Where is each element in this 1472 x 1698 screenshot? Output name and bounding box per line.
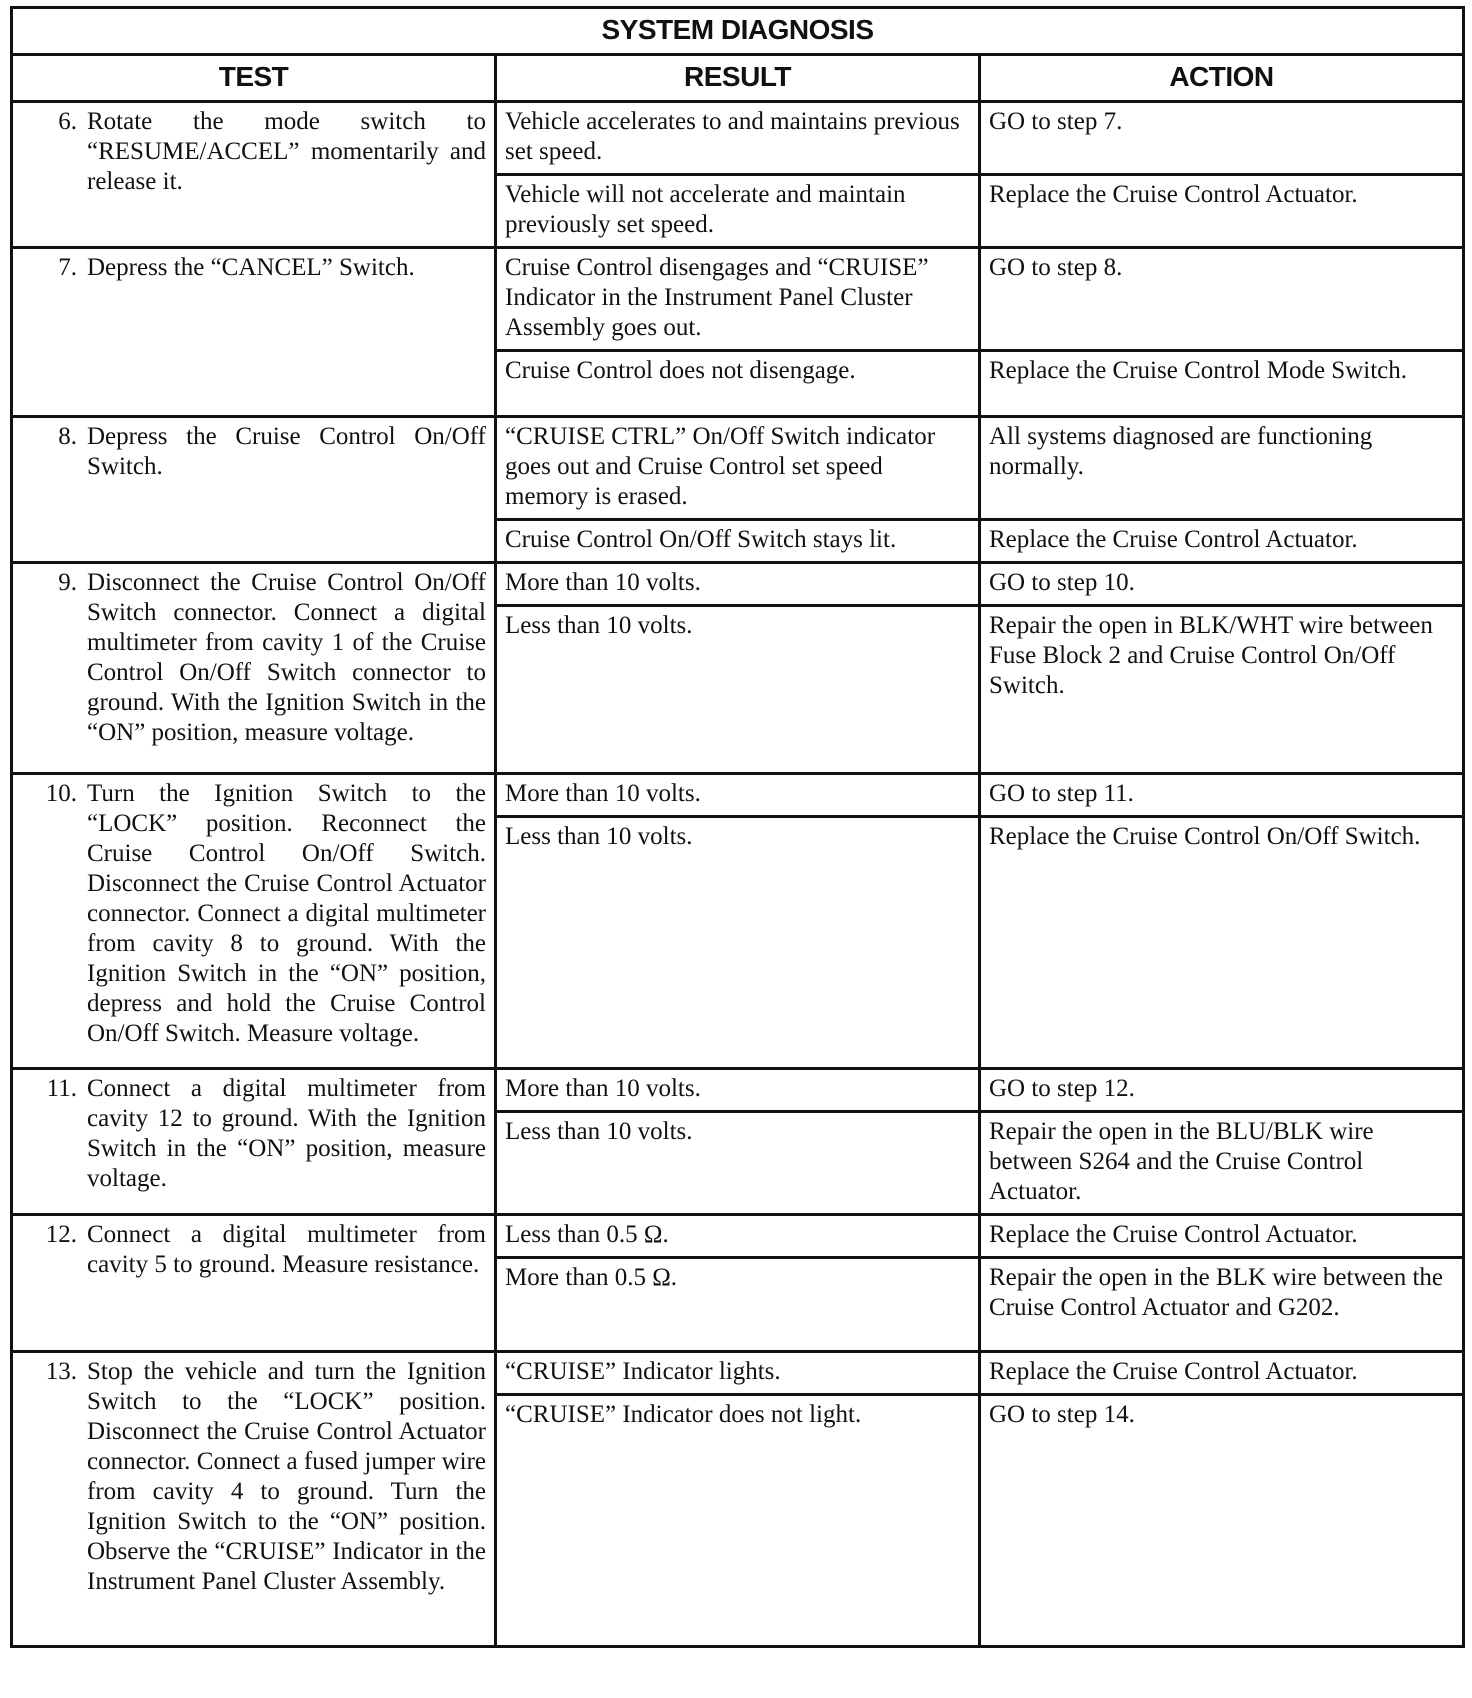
result-cell: Vehicle accelerates to and maintains previous set speed. — [496, 102, 980, 175]
action-cell: Replace the Cruise Control Actuator. — [980, 175, 1464, 248]
document-page — [10, 6, 1462, 1648]
test-cell — [12, 102, 496, 248]
table-row — [12, 102, 1464, 175]
action-cell: GO to step 11. — [980, 774, 1464, 817]
result-cell: Cruise Control disengages and “CRUISE” Indicator in the Instrument Panel Cluster Assembly goes out. — [496, 248, 980, 351]
test-cell — [12, 1069, 496, 1215]
result-cell: More than 10 volts. — [496, 774, 980, 817]
table-row — [12, 248, 1464, 351]
action-cell: Repair the open in BLK/WHT wire between Fuse Block 2 and Cruise Control On/Off Switch. — [980, 606, 1464, 774]
action-cell: All systems diagnosed are functioning normally. — [980, 417, 1464, 520]
result-cell: More than 10 volts. — [496, 1069, 980, 1112]
step-number: 13. — [45, 1358, 77, 1385]
step-number: 10. — [45, 780, 77, 807]
result-cell: Cruise Control does not disengage. — [496, 351, 980, 417]
action-cell: GO to step 8. — [980, 248, 1464, 351]
action-cell: Replace the Cruise Control Actuator. — [980, 1215, 1464, 1258]
step-number: 8. — [58, 423, 77, 450]
test-cell — [12, 1215, 496, 1352]
result-cell: Less than 0.5 Ω. — [496, 1215, 980, 1258]
result-cell: More than 0.5 Ω. — [496, 1258, 980, 1352]
column-header-result: RESULT — [496, 55, 980, 102]
table-row — [12, 563, 1464, 606]
test-cell — [12, 774, 496, 1069]
table-row — [12, 1215, 1464, 1258]
action-cell: GO to step 12. — [980, 1069, 1464, 1112]
test-cell — [12, 417, 496, 563]
table-row — [12, 1352, 1464, 1395]
table-row — [12, 774, 1464, 817]
test-text: Depress the Cruise Control On/Off Switch. — [87, 423, 486, 480]
result-cell: Vehicle will not accelerate and maintain previously set speed. — [496, 175, 980, 248]
action-cell: Repair the open in the BLK wire between the Cruise Control Actuator and G202. — [980, 1258, 1464, 1352]
test-cell — [12, 248, 496, 417]
step-number: 9. — [58, 569, 77, 596]
action-cell: Replace the Cruise Control Actuator. — [980, 1352, 1464, 1395]
test-text: Stop the vehicle and turn the Ignition Switch to the “LOCK” position. Disconnect the Cruise Control Actuator connector. Connect a fused jumper wire from cavity 4 to ground. Turn the Ignition Switch to the “ON” position. Observe the “CRUISE” Indicator in the Instrument Panel Cluster Assembly. — [87, 1358, 486, 1595]
table-row — [12, 417, 1464, 520]
result-cell: “CRUISE” Indicator does not light. — [496, 1395, 980, 1647]
result-cell: Cruise Control On/Off Switch stays lit. — [496, 520, 980, 563]
result-cell: Less than 10 volts. — [496, 817, 980, 1069]
action-cell: GO to step 10. — [980, 563, 1464, 606]
test-cell — [12, 1352, 496, 1647]
action-cell: Replace the Cruise Control On/Off Switch. — [980, 817, 1464, 1069]
result-cell: “CRUISE” Indicator lights. — [496, 1352, 980, 1395]
step-number: 12. — [45, 1221, 77, 1248]
result-cell: Less than 10 volts. — [496, 1112, 980, 1215]
step-number: 11. — [46, 1075, 77, 1102]
result-cell: “CRUISE CTRL” On/Off Switch indicator goes out and Cruise Control set speed memory is erased. — [496, 417, 980, 520]
action-cell: Replace the Cruise Control Mode Switch. — [980, 351, 1464, 417]
action-cell: GO to step 14. — [980, 1395, 1464, 1647]
step-number: 7. — [58, 254, 77, 281]
column-header-test: TEST — [12, 55, 496, 102]
step-number: 6. — [58, 108, 77, 135]
test-text: Turn the Ignition Switch to the “LOCK” position. Reconnect the Cruise Control On/Off Switch. Disconnect the Cruise Control Actuator connector. Connect a digital multimeter from cavity 8 to ground. With the Ignition Switch in the “ON” position, depress and hold the Cruise Control On/Off Switch. Measure voltage. — [87, 780, 486, 1047]
test-text: Disconnect the Cruise Control On/Off Switch connector. Connect a digital multimeter from cavity 1 of the Cruise Control On/Off Switch connector to ground. With the Ignition Switch in the “ON” position, measure voltage. — [87, 569, 486, 746]
table-title: SYSTEM DIAGNOSIS — [12, 8, 1464, 55]
test-cell — [12, 563, 496, 774]
result-cell: More than 10 volts. — [496, 563, 980, 606]
action-cell: Repair the open in the BLU/BLK wire between S264 and the Cruise Control Actuator. — [980, 1112, 1464, 1215]
result-cell: Less than 10 volts. — [496, 606, 980, 774]
action-cell: Replace the Cruise Control Actuator. — [980, 520, 1464, 563]
test-text: Depress the “CANCEL” Switch. — [87, 254, 415, 281]
test-text: Connect a digital multimeter from cavity 12 to ground. With the Ignition Switch in the “ON” position, measure voltage. — [87, 1075, 486, 1192]
system-diagnosis-table — [10, 6, 1465, 1648]
column-header-action: ACTION — [980, 55, 1464, 102]
test-text: Connect a digital multimeter from cavity 5 to ground. Measure resistance. — [87, 1221, 486, 1278]
test-text: Rotate the mode switch to “RESUME/ACCEL” momentarily and release it. — [87, 108, 486, 195]
table-row — [12, 1069, 1464, 1112]
action-cell: GO to step 7. — [980, 102, 1464, 175]
